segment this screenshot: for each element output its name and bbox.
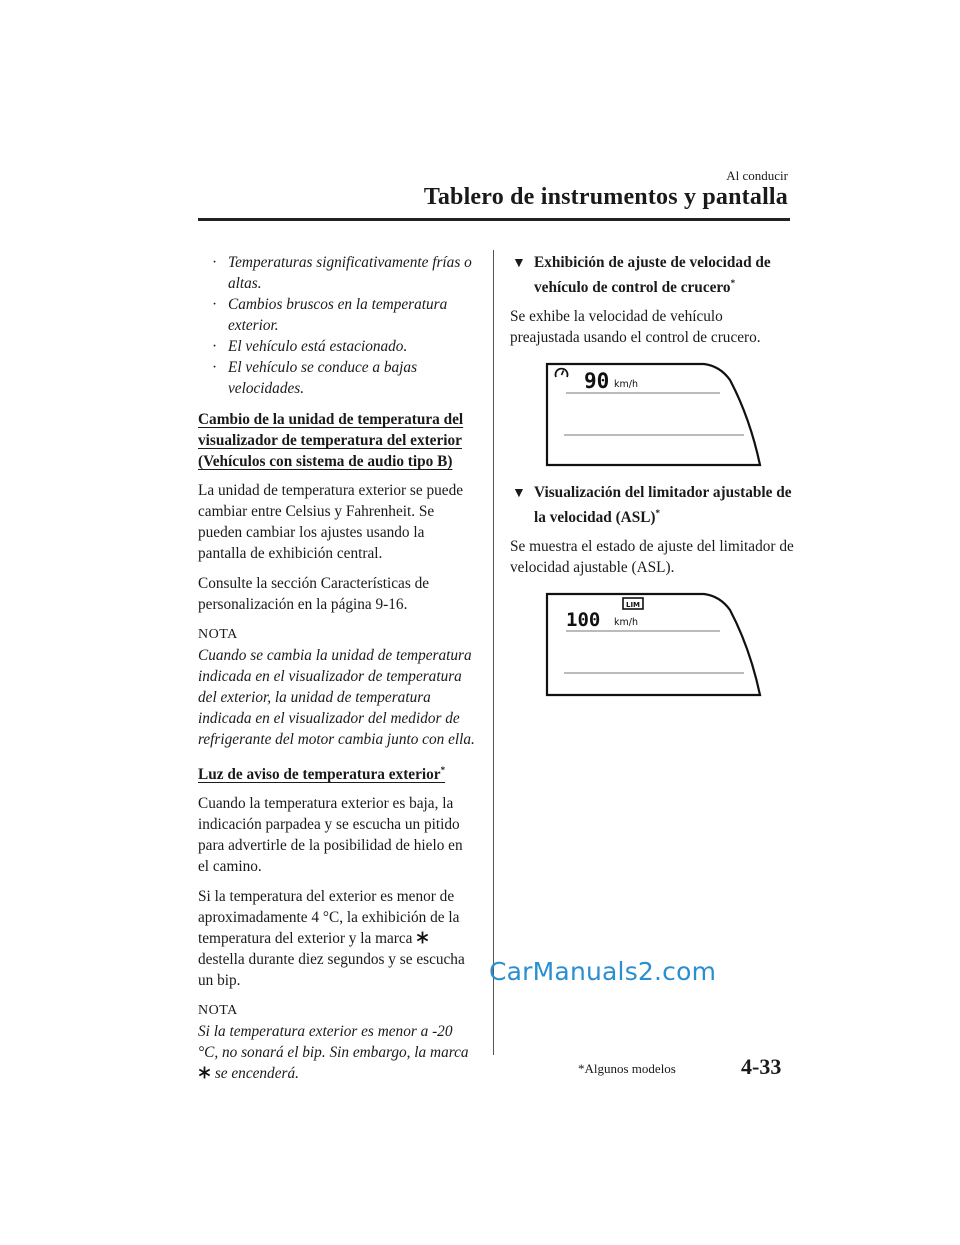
paragraph-cruise: Se exhibe la velocidad de vehículo preajustada usando el control de crucero.: [510, 308, 761, 347]
paragraph-asl: Se muestra el estado de ajuste del limitador de velocidad ajustable (ASL).: [510, 538, 794, 577]
triangle-marker-icon: ▼: [512, 256, 526, 271]
asl-speed-value: 100: [566, 609, 601, 632]
section-heading-unit-change: Cambio de la unidad de temperatura del visualizador de temperatura del exterior (Vehículos con sistema de audio tipo B): [198, 411, 464, 470]
triangle-marker-icon: ▼: [512, 486, 526, 502]
paragraph-warning-2: Si la temperatura del exterior es menor de aproximadamente 4 °C, la exhibición de la temperatura del exterior y la marca destella durante diez segundos y se escucha un bip.: [198, 888, 465, 990]
page-number: 4-33: [741, 1054, 782, 1079]
cruise-speed-value: 90: [584, 369, 610, 394]
section-heading-warning-light: Luz de aviso de temperatura exterior*: [198, 765, 446, 784]
section-label: Al conducir: [726, 168, 788, 183]
snowflake-icon: [416, 931, 429, 944]
list-item: · Cambios bruscos en la temperatura exterior.: [212, 296, 448, 334]
list-item: · Temperaturas significativamente frías o altas.: [212, 254, 472, 292]
cruise-speed-unit: km/h: [614, 379, 638, 391]
cruise-display-figure: [544, 360, 764, 468]
watermark: CarManuals2.com: [489, 957, 717, 986]
page-title: Tablero de instrumentos y pantalla: [423, 184, 788, 210]
section-heading-asl: ▼ Visualización del limitador ajustable de la velocidad (ASL)*: [512, 484, 792, 527]
limiter-badge: LIM: [625, 601, 641, 610]
asl-speed-unit: km/h: [614, 617, 638, 629]
note-label: NOTA: [198, 627, 238, 642]
right-column: [510, 252, 795, 712]
paragraph-warning: Cuando la temperatura exterior es baja, la indicación parpadea y se escucha un pitido para advertirle de la posibilidad de hielo en el camino.: [198, 795, 463, 876]
asl-display-figure: [544, 590, 764, 698]
column-divider: [493, 250, 494, 1055]
footnote: *Algunos modelos: [578, 1061, 676, 1076]
paragraph-unit-change: La unidad de temperatura exterior se puede cambiar entre Celsius y Fahrenheit. Se pueden cambiar los ajustes usando la pantalla de exhibición central.: [198, 482, 464, 562]
paragraph-reference: Consulte la sección Características de personalización en la página 9-16.: [198, 575, 430, 613]
list-item: · El vehículo se conduce a bajas velocidades.: [212, 359, 418, 397]
list-item: · El vehículo está estacionado.: [212, 338, 408, 355]
snowflake-icon: [198, 1066, 211, 1079]
left-column: [198, 252, 476, 1093]
note-text: Cuando se cambia la unidad de temperatura indicada en el visualizador de temperatura del exterior, la unidad de temperatura indicada en el visualizador del medidor de refrigerante del motor cambia junto con ella.: [198, 647, 475, 748]
cruise-speedometer-icon: [556, 369, 568, 377]
note-text: Si la temperatura exterior es menor a -20 °C, no sonará el bip. Sin embargo, la marca se encenderá.: [198, 1023, 469, 1083]
note-label: NOTA: [198, 1003, 238, 1019]
header-divider: [198, 218, 790, 221]
section-heading-cruise: ▼ Exhibición de ajuste de velocidad de vehículo de control de crucero*: [512, 254, 771, 297]
